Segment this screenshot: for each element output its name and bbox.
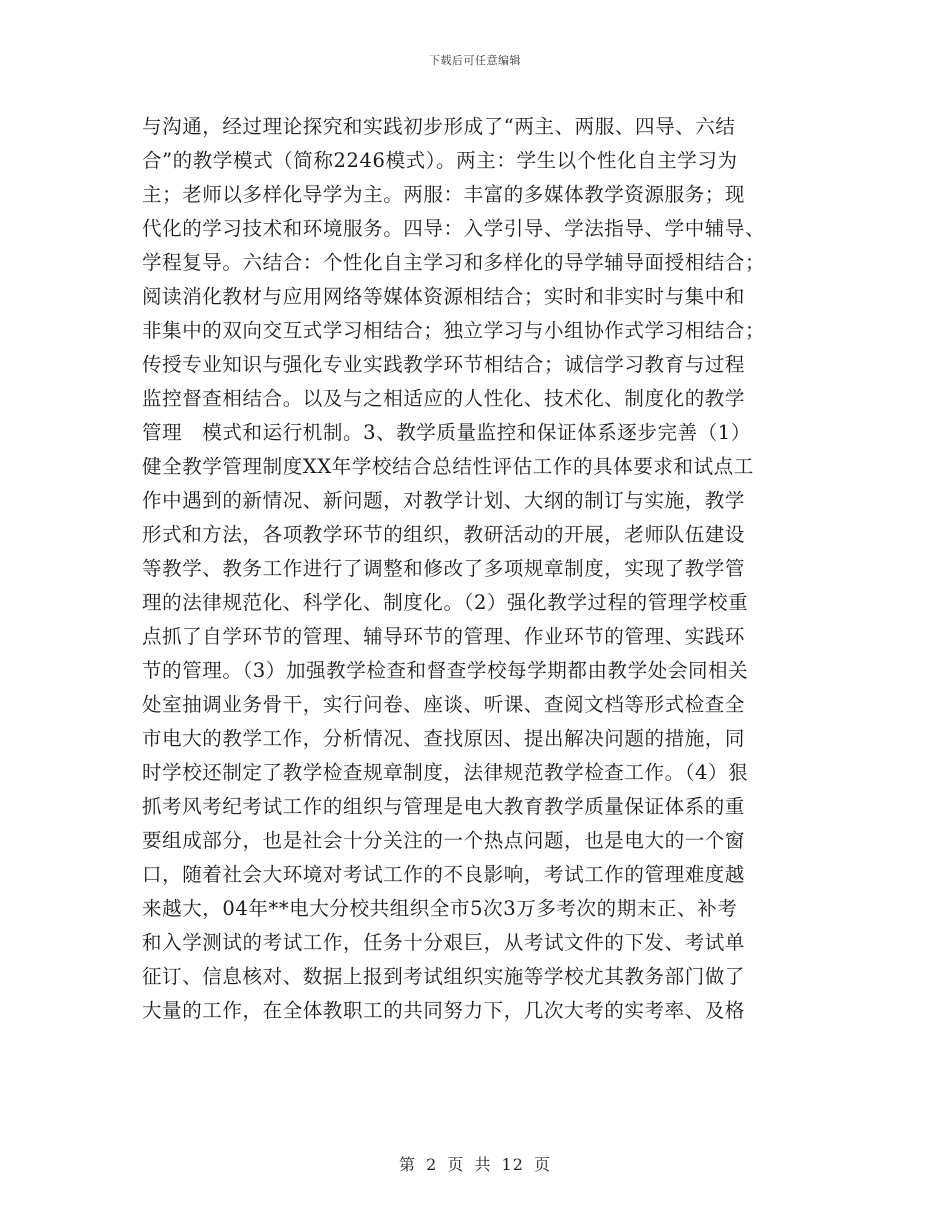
text-line: 节的管理。（3）加强教学检查和督查学校每学期都由教学处会同相关 [142, 659, 749, 682]
text-line: 监控督查相结合。以及与之相适应的人性化、技术化、制度化的教学 [142, 387, 746, 410]
text-line: 抓考风考纪考试工作的组织与管理是电大教育教学质量保证体系的重 [142, 795, 746, 818]
text-line: 点抓了自学环节的管理、辅导环节的管理、作业环节的管理、实践环 [142, 625, 746, 648]
text-line: 处室抽调业务骨干，实行问卷、座谈、听课、查阅文档等形式检查全 [142, 693, 746, 716]
text-line: 市电大的教学工作，分析情况、查找原因、提出解决问题的措施，同 [142, 727, 746, 750]
text-line: 管理 模式和运行机制。3、教学质量监控和保证体系逐步完善（1） [142, 421, 751, 444]
text-line: 健全教学管理制度XX年学校结合总结性评估工作的具体要求和试点工 [142, 455, 754, 478]
text-line: 代化的学习技术和环境服务。四导：入学引导、学法指导、学中辅导、 [142, 217, 766, 240]
text-line: 大量的工作，在全体教职工的共同努力下，几次大考的实考率、及格 [142, 999, 746, 1022]
text-line: 合”的教学模式（简称2246模式）。两主：学生以个性化自主学习为 [142, 149, 738, 172]
text-line: 与沟通，经过理论探究和实践初步形成了“两主、两服、四导、六结 [142, 115, 736, 138]
page-header: 下载后可任意编辑 [429, 54, 521, 67]
text-line: 等教学、教务工作进行了调整和修改了多项规章制度，实现了教学管 [142, 557, 746, 580]
text-line: 理的法律规范化、科学化、制度化。（2）强化教学过程的管理学校重 [142, 591, 749, 614]
document-body [142, 110, 812, 1028]
text-line: 口，随着社会大环境对考试工作的不良影响，考试工作的管理难度越 [142, 863, 746, 886]
text-line: 时学校还制定了教学检查规章制度，法律规范教学检查工作。（4）狠 [142, 761, 749, 784]
text-line: 形式和方法，各项教学环节的组织，教研活动的开展，老师队伍建设 [142, 523, 746, 546]
text-line: 征订、信息核对、数据上报到考试组织实施等学校尤其教务部门做了 [142, 965, 746, 988]
page-footer: 第 2 页 共 12 页 [399, 1155, 551, 1174]
text-line: 主；老师以多样化导学为主。两服：丰富的多媒体教学资源服务；现 [142, 183, 746, 206]
text-line: 要组成部分，也是社会十分关注的一个热点问题，也是电大的一个窗 [142, 829, 746, 852]
text-line: 来越大，04年**电大分校共组织全市5次3万多考次的期末正、补考 [142, 897, 738, 920]
text-line: 非集中的双向交互式学习相结合；独立学习与小组协作式学习相结合； [142, 319, 766, 342]
text-line: 和入学测试的考试工作，任务十分艰巨，从考试文件的下发、考试单 [142, 931, 746, 954]
text-line: 阅读消化教材与应用网络等媒体资源相结合；实时和非实时与集中和 [142, 285, 746, 308]
text-line: 传授专业知识与强化专业实践教学环节相结合；诚信学习教育与过程 [142, 353, 746, 376]
text-line: 作中遇到的新情况、新问题，对教学计划、大纲的制订与实施，教学 [142, 489, 746, 512]
text-line: 学程复导。六结合：个性化自主学习和多样化的导学辅导面授相结合； [142, 251, 766, 274]
